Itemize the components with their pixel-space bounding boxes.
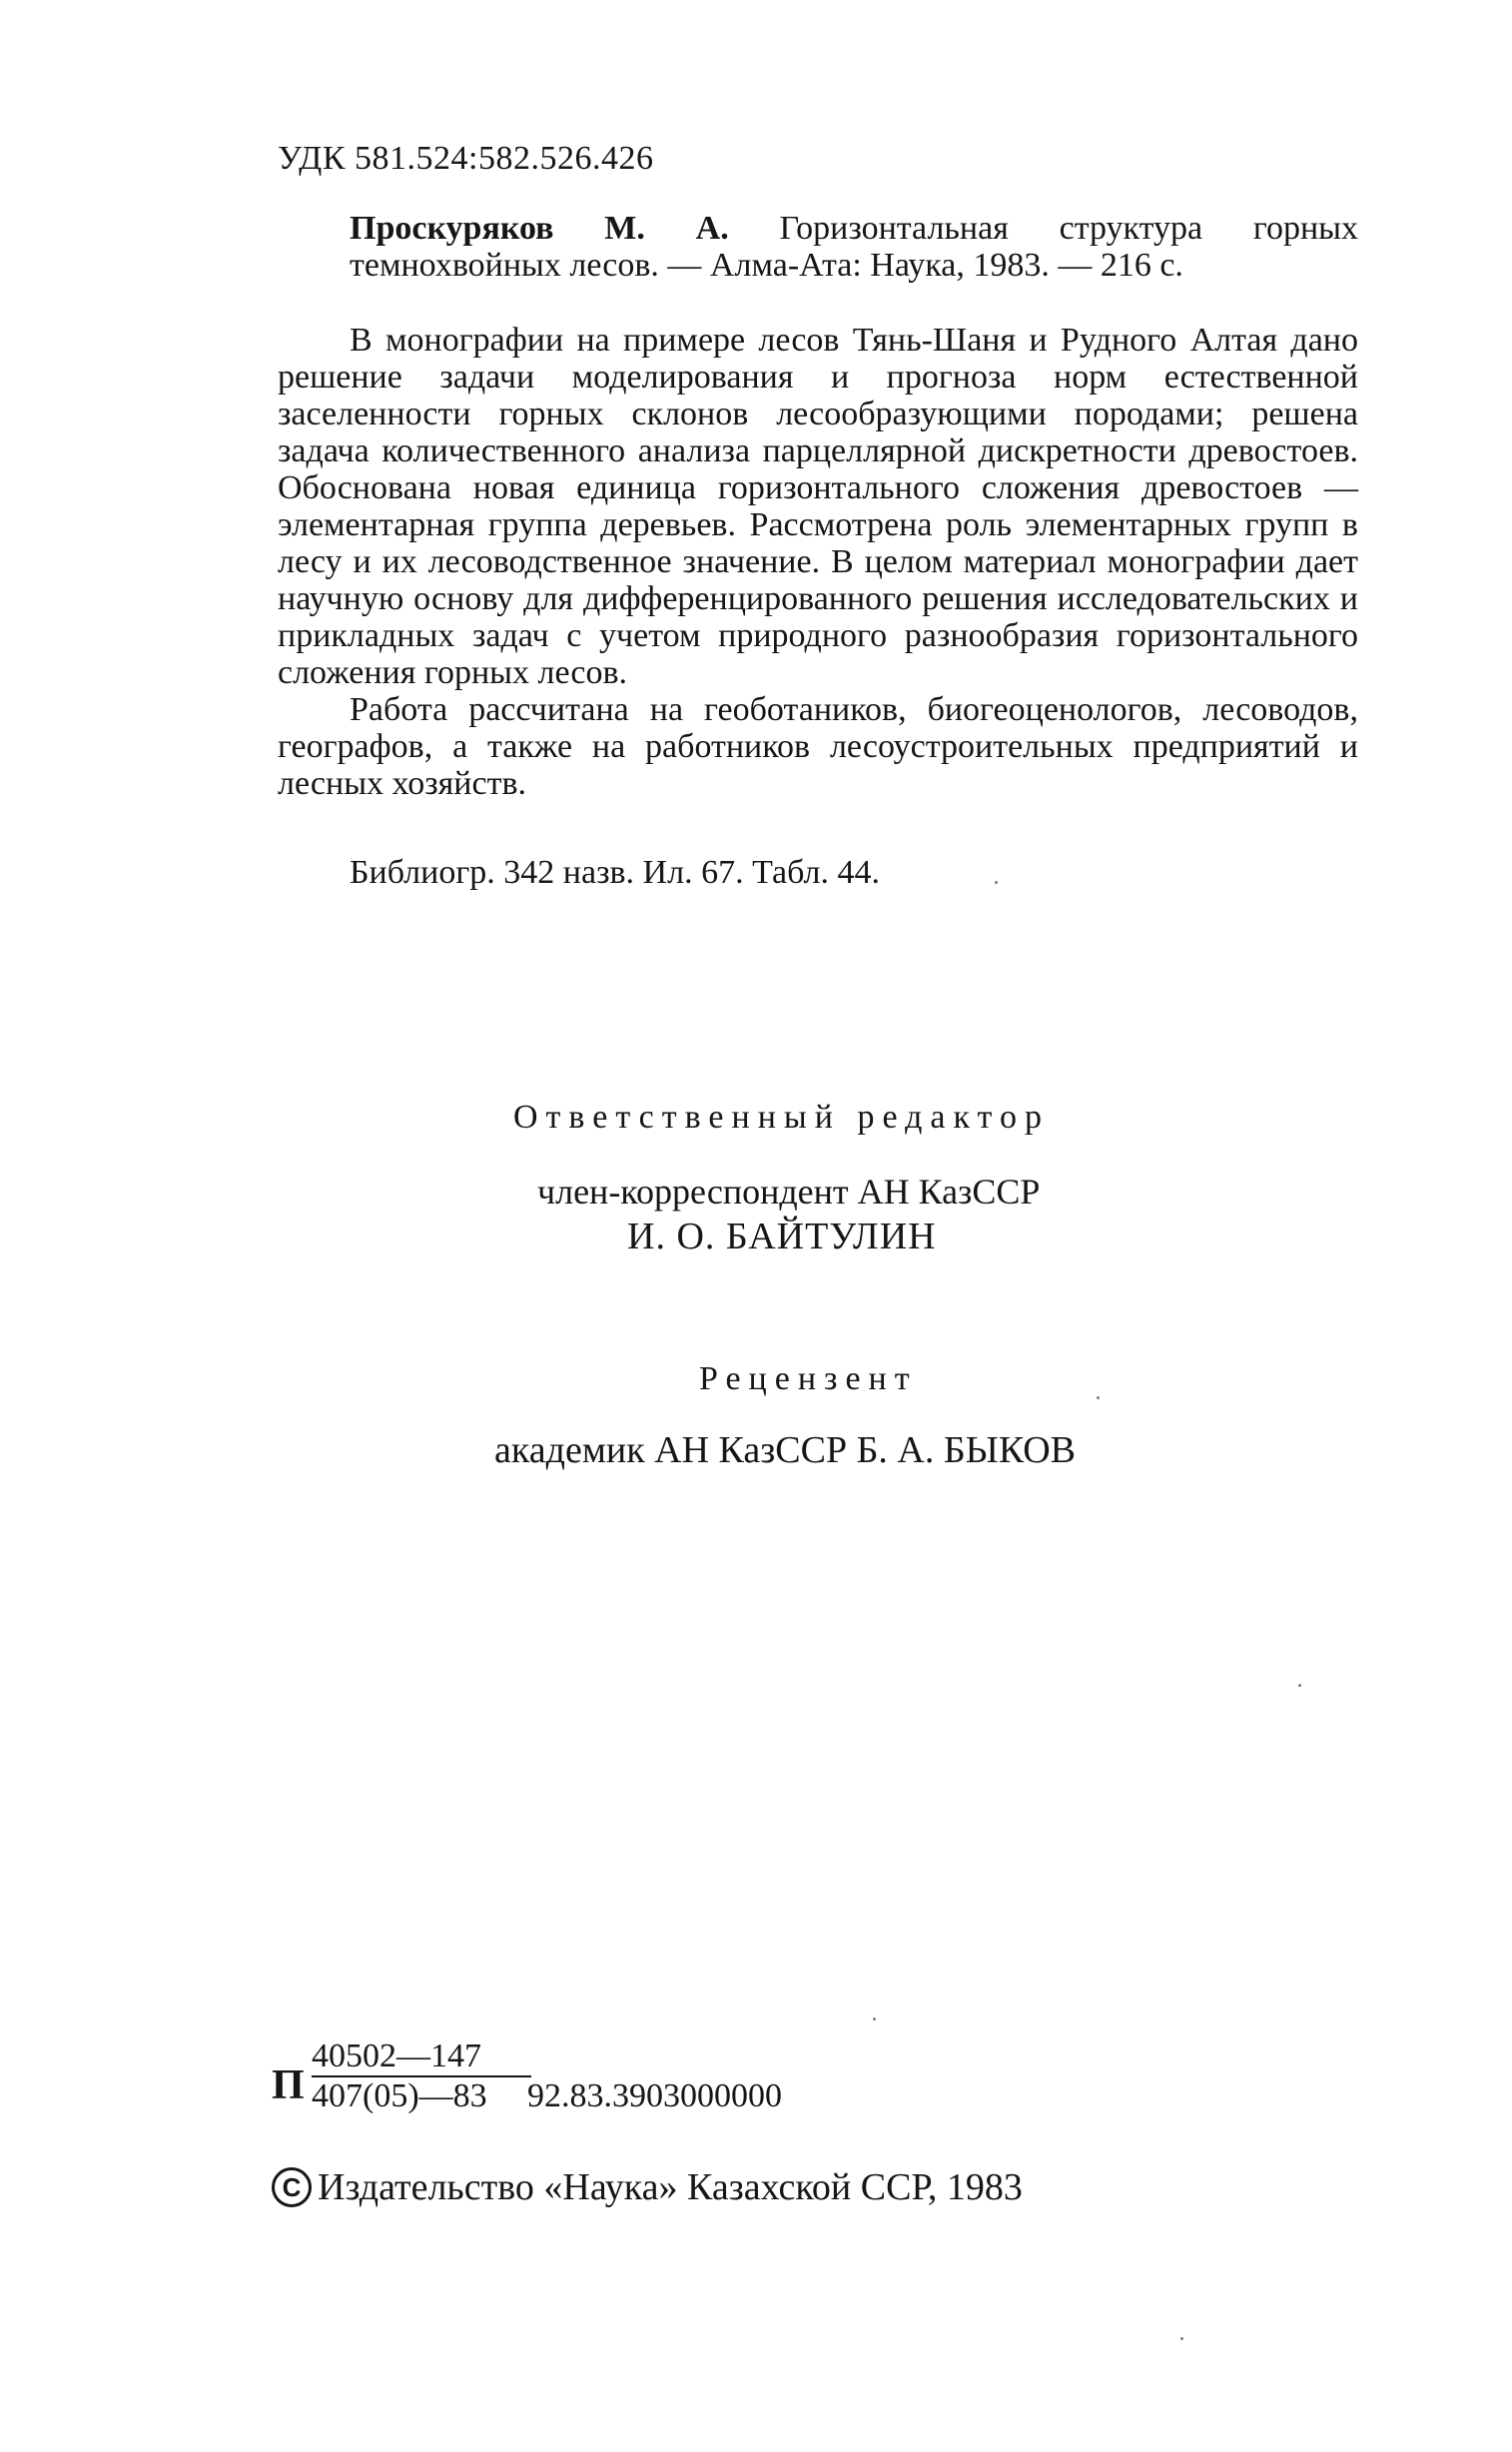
- udk-code: УДК 581.524:582.526.426: [278, 140, 654, 177]
- scan-speck: [995, 881, 998, 884]
- bibliography-stats: Библиогр. 342 назв. Ил. 67. Табл. 44.: [350, 854, 881, 891]
- scan-speck: [1180, 2337, 1183, 2340]
- editor-role: Ответственный редактор: [513, 1099, 1050, 1136]
- copyright-icon: C: [272, 2167, 312, 2207]
- abstract-paragraph: Работа рассчитана на геоботаников, биогеоценологов, лесоводов, географов, а также на работников лесоустроительных предприятий и лесных хозяйств.: [278, 691, 1358, 802]
- editor-title: член-корреспондент АН КазССР: [537, 1172, 1041, 1212]
- index-prefix: П: [272, 2062, 305, 2108]
- index-numerator: 40502—147: [312, 2038, 481, 2074]
- scan-speck: [1298, 1684, 1301, 1687]
- book-description: Горизонтальная структура горных темнохвойных лесов. — Алма-Ата: Наука, 1983. — 216 с.: [350, 210, 1358, 284]
- bibliographic-entry: [350, 210, 1358, 284]
- copyright-line: [272, 2165, 1023, 2209]
- scan-speck: [873, 2018, 876, 2021]
- author-name: Проскуряков М. А.: [350, 210, 729, 247]
- index-fraction: [312, 2038, 531, 2115]
- reviewer-role: Рецензент: [699, 1360, 918, 1397]
- abstract: [278, 322, 1358, 802]
- editor-name: И. О. БАЙТУЛИН: [627, 1216, 937, 1257]
- reviewer-name: академик АН КазССР Б. А. БЫКОВ: [494, 1429, 1077, 1471]
- copyright-text: Издательство «Наука» Казахской ССР, 1983: [318, 2166, 1023, 2208]
- abstract-paragraph: В монографии на примере лесов Тянь-Шаня и Рудного Алтая дано решение задачи моделирования и прогноза норм естественной заселенности горных склонов лесообразующими породами; решена задача количественного анализа парцеллярной дискретности древостоев. Обоснована новая единица горизонтального сложения древостоев — элементарная группа деревьев. Рассмотрена роль элементарных групп в лесу и их лесоводственное значение. В целом материал монографии дает научную основу для дифференцированного решения исследовательских и прикладных задач с учетом природного разнообразия горизонтального сложения горных лесов.: [278, 322, 1358, 691]
- index-denominator: 407(05)—83: [312, 2075, 531, 2115]
- index-code: 92.83.3903000000: [527, 2077, 782, 2114]
- scan-speck: [1097, 1396, 1100, 1399]
